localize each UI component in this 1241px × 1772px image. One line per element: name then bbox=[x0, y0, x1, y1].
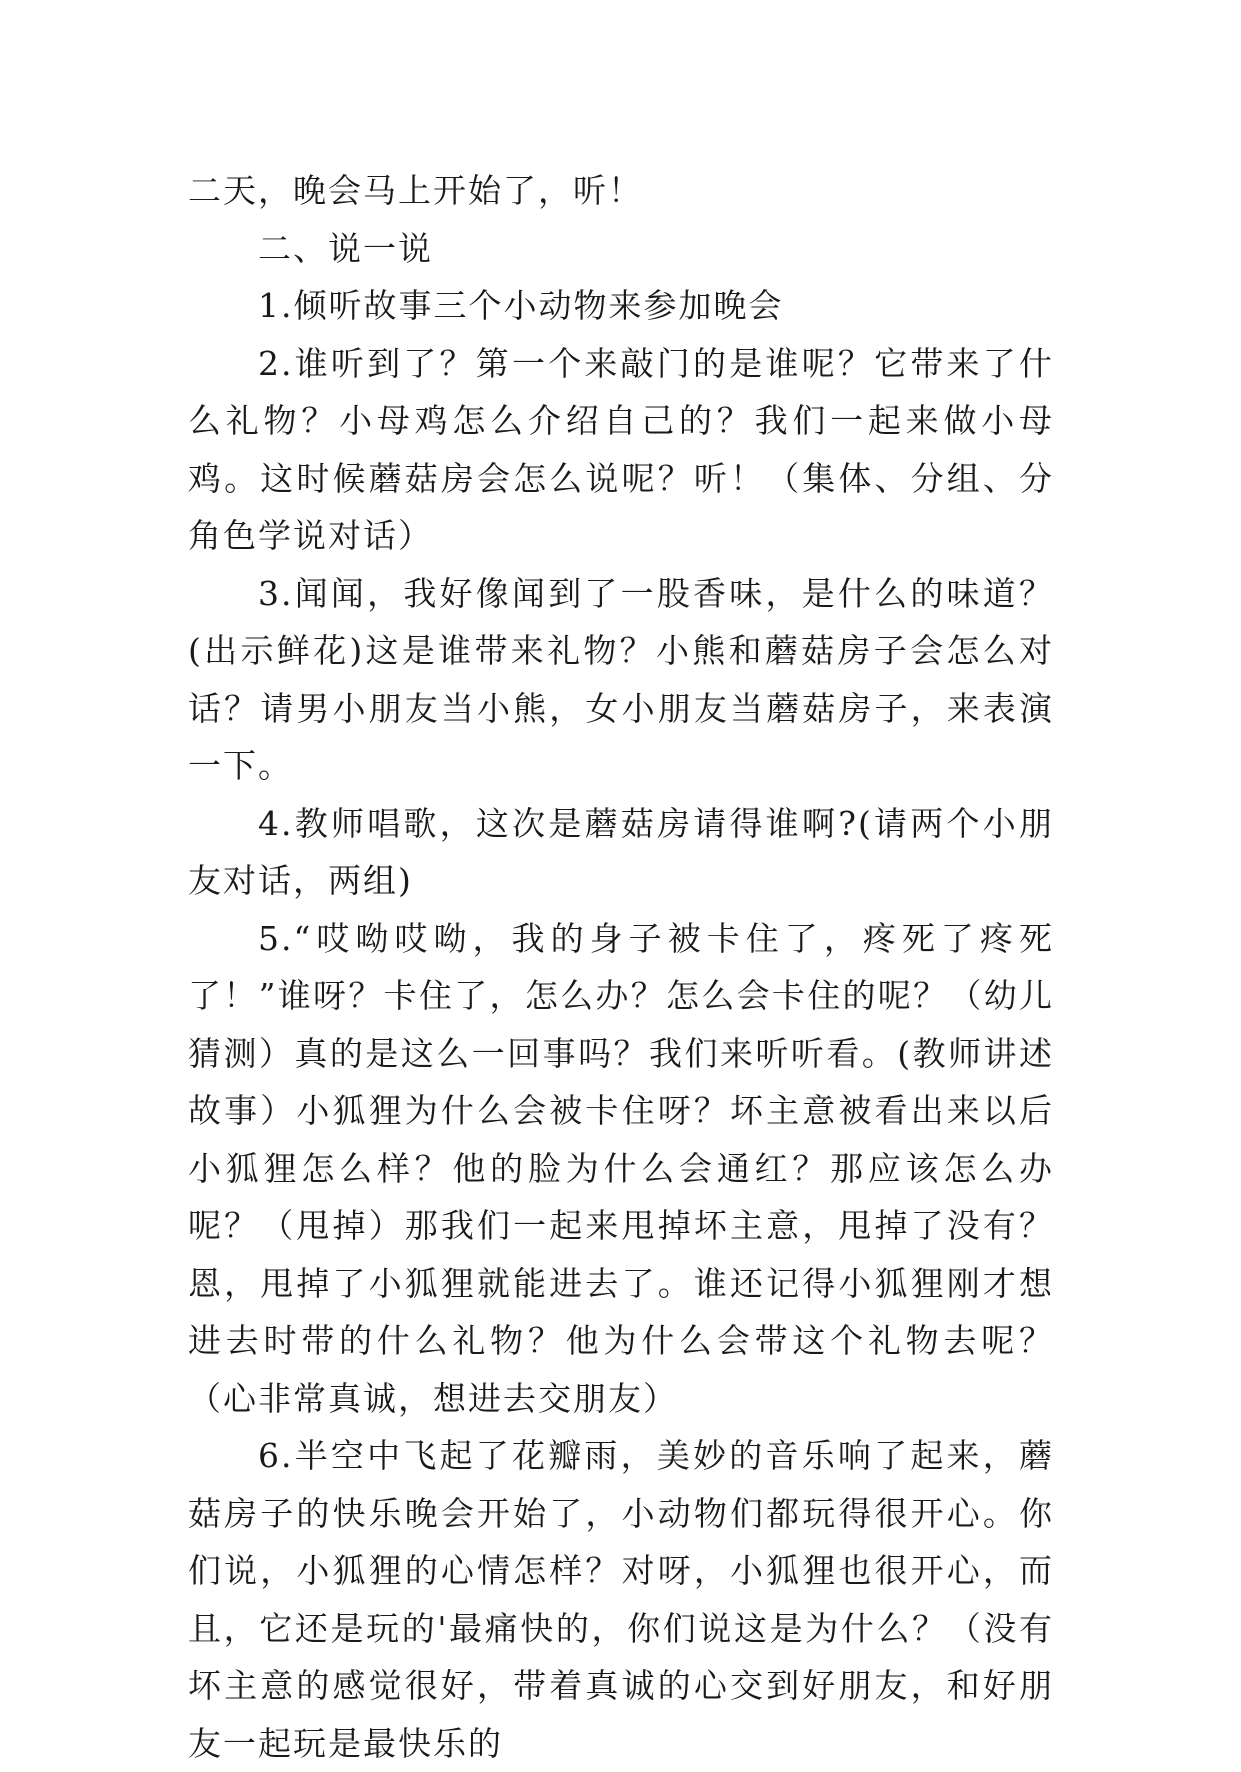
paragraph-step-3: 3.闻闻，我好像闻到了一股香味，是什么的味道？(出示鲜花)这是谁带来礼物？小熊和蘑菇房子会怎么对话？请男小朋友当小熊，女小朋友当蘑菇房子，来表演一下。 bbox=[188, 573, 1054, 785]
paragraph-continuation: 二天，晚会马上开始了，听！ bbox=[188, 171, 643, 210]
paragraph-step-1: 1.倾听故事三个小动物来参加晚会 bbox=[258, 286, 784, 325]
paragraph-step-2: 2.谁听到了？第一个来敲门的是谁呢？它带来了什么礼物？小母鸡怎么介绍自己的？我们一起来做小母鸡。这时候蘑菇房会怎么说呢？听！（集体、分组、分角色学说对话） bbox=[188, 343, 1054, 555]
document-page bbox=[188, 162, 1054, 1772]
paragraph-step-6: 6.半空中飞起了花瓣雨，美妙的音乐响了起来，蘑菇房子的快乐晚会开始了，小动物们都玩得很开心。你们说，小狐狸的心情怎样？对呀，小狐狸也很开心，而且，它还是玩的'最痛快的，你们说这是为什么？（没有坏主意的感觉很好，带着真诚的心交到好朋友，和好朋友一起玩是最快乐的 bbox=[188, 1436, 1054, 1763]
paragraph-step-4: 4.教师唱歌，这次是蘑菇房请得谁啊?(请两个小朋友对话，两组) bbox=[188, 803, 1054, 900]
paragraph-step-5: 5.“哎呦哎呦，我的身子被卡住了，疼死了疼死了！”谁呀？卡住了，怎么办？怎么会卡住的呢？（幼儿猜测）真的是这么一回事吗？我们来听听看。(教师讲述故事）小狐狸为什么会被卡住呀？坏主意被看出来以后小狐狸怎么样？他的脸为什么会通红？那应该怎么办呢？（甩掉）那我们一起来甩掉坏主意，甩掉了没有？恩，甩掉了小狐狸就能进去了。谁还记得小狐狸刚才想进去时带的什么礼物？他为什么会带这个礼物去呢？（心非常真诚，想进去交朋友） bbox=[188, 918, 1054, 1418]
section-heading: 二、说一说 bbox=[258, 228, 433, 268]
